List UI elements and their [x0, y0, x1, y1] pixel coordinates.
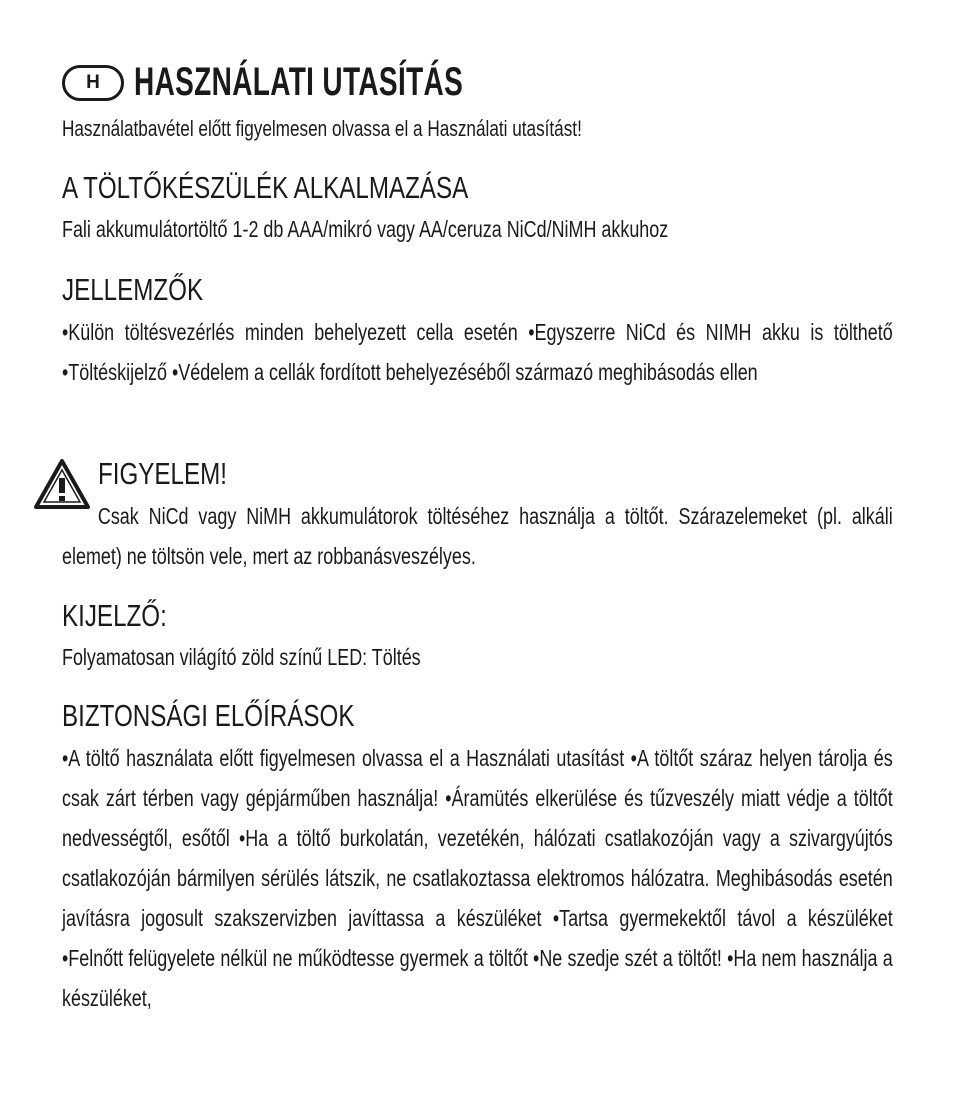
warning-heading: FIGYELEM! [98, 456, 227, 491]
display-text-block [62, 644, 954, 671]
usage-text-block [62, 216, 954, 243]
page-title: HASZNÁLATI UTASÍTÁS [134, 60, 464, 104]
features-text-block [62, 312, 954, 392]
intro-subtitle: Használatbavétel előtt figyelmesen olvassa el a Használati utasítást! [62, 116, 582, 141]
safety-section [62, 698, 954, 734]
warning-text-block [62, 496, 954, 576]
safety-text-block [62, 738, 954, 1018]
warning-section [98, 456, 954, 492]
features-heading: JELLEMZŐK [62, 272, 204, 307]
safety-text: •A töltő használata előtt figyelmesen olvassa el a Használati utasítást •A töltőt száraz helyen tárolja és csak zárt térben vagy gépjárműben használja! •Áramütés elkerülése és tűzveszély miatt védje a töltőt nedvességtől, esőtől •Ha a töltő burkolatán, vezetékén, hálózati csatlakozóján vagy a szivargyújtós csatlakozóján bármilyen sérülés látszik, ne csatlakoztassa elektromos hálózatra. Meghibásodás esetén javításra jogosult szakszervizben javíttassa a készüléket •Tartsa gyermekektől távol a készüléket •Felnőtt felügyelete nélkül ne működtesse gyermek a töltőt •Ne szedje szét a töltőt! •Ha nem használja a készüléket, [62, 745, 893, 1011]
language-badge: H [62, 65, 124, 101]
usage-section [62, 170, 954, 206]
usage-heading: A TÖLTŐKÉSZÜLÉK ALKALMAZÁSA [62, 170, 469, 205]
display-heading: KIJELZŐ: [62, 598, 167, 633]
usage-text: Fali akkumulátortöltő 1-2 db AAA/mikró vagy AA/ceruza NiCd/NiMH akkuhoz [62, 216, 669, 242]
safety-heading: BIZTONSÁGI ELŐÍRÁSOK [62, 698, 355, 733]
features-section [62, 272, 954, 308]
display-text: Folyamatosan világító zöld színű LED: Töltés [62, 644, 421, 670]
warning-text: Csak NiCd vagy NiMH akkumulátorok töltéséhez használja a töltőt. Szárazelemeket (pl. alkáli elemet) ne töltsön vele, mert az robbanásveszélyes. [62, 503, 893, 569]
title-row [62, 60, 604, 105]
features-text: •Külön töltésvezérlés minden behelyezett cella esetén •Egyszerre NiCd és NIMH akku is tölthető •Töltéskijelző •Védelem a cellák fordított behelyezéséből származó meghibásodás ellen [62, 319, 893, 385]
display-section [62, 598, 954, 634]
